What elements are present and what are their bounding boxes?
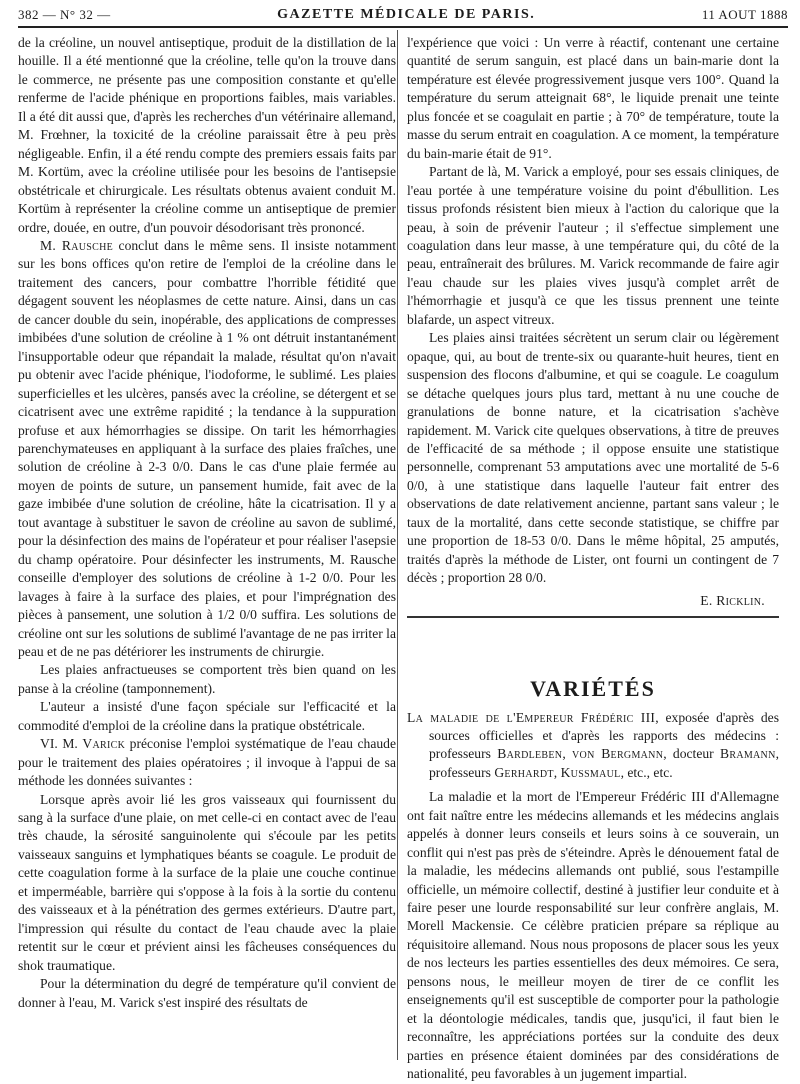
section-title: VARIÉTÉS <box>530 676 656 702</box>
paragraph: Les plaies anfractueuses se comportent très bien quand on les panse à la créoline (tamponnement). <box>18 662 396 696</box>
author-name: M. Rausche <box>40 237 114 253</box>
journal-title: GAZETTE MÉDICALE DE PARIS. <box>277 7 536 22</box>
left-column <box>18 34 396 1012</box>
paragraph: M. Rausche conclut dans le même sens. Il insiste notamment sur les bons offices qu'on retire de l'emploi de la créoline dans le traitement des cancers, pour combattre l'horrible fétidité que dégagent souvent les néoplasmes de cette nature. Ainsi, dans un cas de cancer double du sein, inopérable, des applications de compresses imbibées d'une solution de créoline à 1 % ont détruit instantanément l'insupportable odeur que répandait la malade, résultat qu'on n'avait pu obtenir avec l'acide phénique, l'iodoforme, le sublimé. Les plaies superficielles et les ulcères, pansés avec la créoline, se détergent et se cicatrisent avec une extrême rapidité ; la tendance à la suppuration profuse et aux hémorrhagies se dissipe. On tarit les hémorrhagies parenchymateuses en appliquant à la surface des plaies fraîches, une solution de créoline à 2-3 0/0. Dans le cas d'une plaie fermée au moyen de points de suture, un pansement humide, fait avec de la gaze imbibée d'une solution de créoline, hâte la cicatrisation. Il y a tout avantage à substituer le savon de créoline au savon de sublimé, pour la désinfection des mains de l'opérateur et pour réaliser l'asepsie du champ opératoire. Pour désinfecter les instruments, M. Rausche conseille d'employer des solutions de créoline à 1-2 0/0. Pour les lavages à faire à la surface des plaies, et pour l'imprégnation des pièces à pansement, une solution à 1/2 0/0 suffira. Les solutions de créoline ont sur les solutions de sublimé l'avantage de ne pas irriter la peau et de ne pas détériorer les instruments de chirurgie. <box>18 237 396 659</box>
paragraph: Lorsque après avoir lié les gros vaisseaux qui fournissent du sang à la surface d'une plaie, on met celle-ci en contact avec de l'eau très chaude, la sérosité sanguinolente qui s'écoule par les petits vaisseaux sanguins et lymphatiques béants se coagule. Le produit de cette coagulation forme à la surface de la plaie une couche continue et imperméable, barrière qui s'oppose à la fois à la sortie du contenu des vaisseaux et à la pénétration des germes extérieurs. D'autre part, l'impression qui résulte du contact de l'eau chaude avec la plaie retentit sur le cœur et prévient ainsi les fâcheuses conséquences du shok traumatique. <box>18 791 396 973</box>
author-name: Varick <box>82 736 126 752</box>
article-heading: La maladie de l'Empereur Frédéric III, exposée d'après des sources officielles et d'après les rapports des médecins : professeurs Bardleben, von Bergmann, docteur Bramann, professeurs Gerhardt, Kussmaul, etc., etc. <box>407 709 780 780</box>
paragraph: l'expérience que voici : Un verre à réactif, contenant une certaine quantité de serum sanguin, est placé dans un bain-marie dont la température est élevée progressivement jusque vers 100°. Quand la température du serum atteignait 68°, le liquide prenait une teinte plus foncée et se coagulait en partie ; à 70° de température, toute la masse du serum entrait en coagulation. A ce moment, la température du bain-marie était de 91°. <box>407 35 779 161</box>
paragraph: Les plaies ainsi traitées sécrètent un serum clair ou légèrement opaque, qui, au bout de trente-six ou quarante-huit heures, tient en suspension des flocons d'albumine, et qui se coagule. Le coagulum se détache quelques jours plus tard, mettant à nu une couche de granulations de bonne nature, et la cicatrisation s'achève rapidement. M. Varick cite quelques observations, à titre de preuves de l'efficacité de sa méthode ; il oppose ensuite une statistique personnelle, comprenant 53 amputations avec une mortalité de 5-6 0/0, à une statistique dans laquelle l'auteur fait entrer des observations de date relativement ancienne, partant sans valeur ; le taux de la mortalité, dans cette seconde statistique, se chiffre par une proportion de 18-53 0/0. Dans le même hôpital, 25 amputés, traités d'après la méthode de Lister, ont fourni un contingent de 7 décès ; proportion 28 0/0. <box>407 330 779 586</box>
section-divider <box>407 616 779 676</box>
paragraph: de la créoline, un nouvel antiseptique, produit de la distillation de la houille. Il a été mentionné que la créoline, telle qu'on la trouve dans le commerce, ne présente pas une composition constante et qu'elle renferme de l'acide phénique en proportions faibles, mais variables. Il a été dit aussi que, d'après les recherches d'un vétérinaire allemand, M. Frœhner, la toxicité de la créoline paraissait être à peu près négligeable. Enfin, il a été rendu compte des premiers essais faits par M. Kortüm, avec la créoline utilisée pour les besoins de l'antisepsie obstétricale et chirurgicale. Les résultats obtenus avaient conduit M. Kortüm à représenter la créoline comme un antiseptique de premier ordre, douée, en outre, d'un pouvoir désodorisant très prononcé. <box>18 35 396 235</box>
page-header <box>18 4 788 28</box>
paragraph: VI. M. Varick préconise l'emploi systématique de l'eau chaude pour le traitement des plaies opératoires ; il invoque à l'appui de sa méthode les données suivantes : <box>18 736 396 789</box>
paragraph: Pour la détermination du degré de température qu'il convient de donner à l'eau, M. Varick s'est inspiré des résultats de <box>18 976 396 1010</box>
paragraph: L'auteur a insisté d'une façon spéciale sur l'efficacité et la commodité d'emploi de la créoline dans la pratique obstétricale. <box>18 699 396 733</box>
page-number: 382 — N° 32 — <box>18 7 111 22</box>
issue-date: 11 AOUT 1888 <box>701 7 788 22</box>
paragraph: La maladie et la mort de l'Empereur Frédéric III d'Allemagne ont fait naître entre les médecins allemands et les médecins anglais appelés à donner leurs conseils et leurs soins à ce souverain, un conflit qui n'est pas près de s'éteindre. Après le dénouement fatal de la maladie, les médecins allemands ont publié, sous l'estampille officielle, un mémoire collectif, destiné à justifier leur conduite et à faire peser une lourde responsabilité sur leur confrère anglais, M. Morell Mackensie. Ce célèbre praticien prépare sa réplique au réquisitoire allemand. Nous nous proposons de placer sous les yeux de nos lecteurs les parties essentielles des deux mémoires. Ce sera, pensons nous, le meilleur moyen de tirer de ce conflit les enseignements qu'il est susceptible de comporter pour la pathologie et la déontologie médicales, tandis que, jusqu'ici, il faut bien le reconnaître, les appréciations portées sur la conduite des deux parties en présence étaient dominées par des considérations de nationalité, peu favorables à un jugement impartial. <box>407 789 779 1082</box>
right-column <box>407 34 779 1084</box>
paragraph: Partant de là, M. Varick a employé, pour ses essais cliniques, de l'eau portée à une température voisine du point d'ébullition. Les tissus profonds résistent bien mieux à l'action du calorique que la peau, à soin de prévenir l'auteur ; il s'effectue simplement une coagulation dans leur masse, à une température qui, du côté de la peau, entraînerait des brûlures. M. Varick recommande de faire agir l'eau chaude sur les plaies vives jusqu'à complet arrêt de l'hémorrhagie et jusqu'à ce que les tissus prennent une teinte blafarde, un aspect vitreux. <box>407 164 779 327</box>
article-signature: E. Ricklin. <box>700 592 765 608</box>
column-divider <box>397 30 398 1060</box>
